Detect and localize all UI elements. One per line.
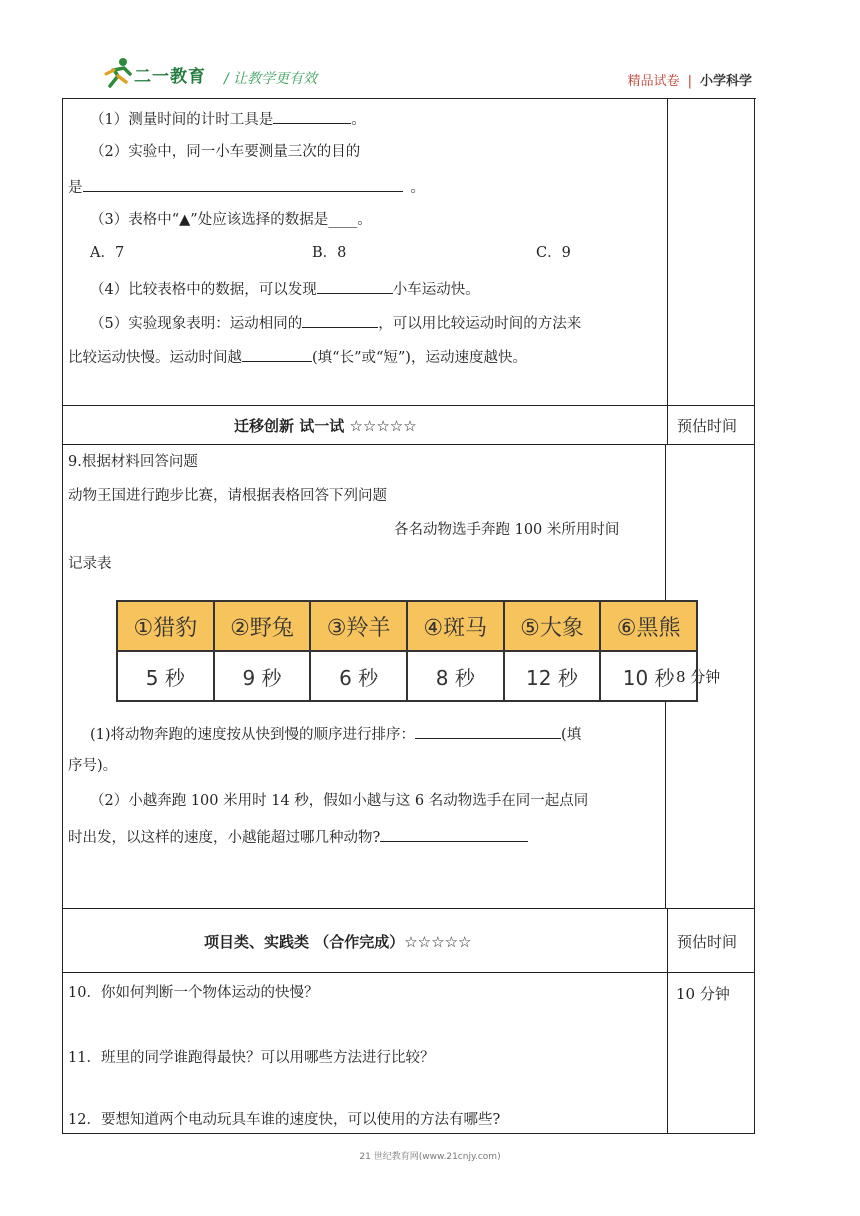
- header-right: [628, 70, 752, 89]
- logo-text: 二一教育: [134, 67, 206, 87]
- question-9-intro: 动物王国进行跑步比赛，请根据表格回答下列问题: [68, 488, 387, 504]
- sub-question-1-line-2: 序号)。: [68, 758, 118, 774]
- answer-blank[interactable]: [83, 175, 403, 192]
- animal-name: ①猎豹: [117, 601, 214, 651]
- question-2-line-1: （2）实验中，同一小车要测量三次的目的: [90, 144, 361, 160]
- estimated-time-value: 10 分钟: [676, 985, 730, 1003]
- animal-time: 5 秒: [117, 651, 214, 701]
- animal-time: 10 秒: [600, 651, 697, 701]
- column-divider-3: [667, 908, 668, 1134]
- animal-name: ⑥黑熊: [600, 601, 697, 651]
- animal-time: 9 秒: [214, 651, 311, 701]
- slogan: / 让教学更有效: [224, 71, 318, 87]
- table-caption-line-1: 各名动物选手奔跑 100 米所用时间: [394, 522, 620, 538]
- option-c: C．9: [536, 245, 571, 261]
- estimated-time-label: 预估时间: [677, 417, 738, 435]
- row-divider-2: [62, 444, 755, 445]
- brand-label: 精品试卷: [627, 74, 680, 89]
- header-divider: [62, 98, 756, 99]
- column-divider-1: [667, 98, 668, 444]
- answer-blank[interactable]: [273, 107, 351, 124]
- question-4: （4）比较表格中的数据，可以发现 小车运动快。: [90, 277, 480, 300]
- question-10: 10．你如何判断一个物体运动的快慢？: [68, 985, 319, 1001]
- option-b: B．8: [312, 245, 347, 261]
- animal-name: ⑤大象: [504, 601, 601, 651]
- question-5-line-1: （5）实验现象表明：运动相同的 ，可以用比较运动时间的方法来: [90, 311, 581, 334]
- row-divider-4: [62, 972, 755, 973]
- sub-question-2-line-2: 时出发，以这样的速度，小越能超过哪几种动物?: [68, 825, 528, 848]
- animal-name: ②野兔: [214, 601, 311, 651]
- estimated-time-label: 预估时间: [677, 933, 738, 951]
- table-bottom-border: [62, 1133, 755, 1134]
- animal-name: ④斑马: [407, 601, 504, 651]
- answer-blank[interactable]: [380, 825, 528, 842]
- row-divider-3: [62, 908, 755, 909]
- question-9-title: 9.根据材料回答问题: [68, 454, 198, 470]
- animal-time: 6 秒: [310, 651, 407, 701]
- section-title-transfer: 迁移创新 试一试 ☆☆☆☆☆: [234, 417, 417, 435]
- question-2-line-2: 是 。: [68, 175, 425, 198]
- table-row: [117, 601, 697, 651]
- sub-question-2-line-1: （2）小越奔跑 100 米用时 14 秒，假如小越与这 6 名动物选手在同一起点同: [90, 793, 589, 809]
- question-12: 12．要想知道两个电动玩具车谁的速度快，可以使用的方法有哪些?: [68, 1112, 501, 1128]
- runner-logo-icon: [104, 56, 134, 90]
- question-3: （3）表格中“▲”处应该选择的数据是____。: [90, 212, 372, 228]
- subject-label: 小学科学: [699, 74, 752, 89]
- question-11: 11．班里的同学谁跑得最快？可以用哪些方法进行比较？: [68, 1050, 435, 1066]
- answer-blank[interactable]: [317, 277, 393, 294]
- table-caption-line-2: 记录表: [68, 556, 112, 572]
- section-title-project: 项目类、实践类 （合作完成）☆☆☆☆☆: [204, 933, 472, 951]
- answer-blank[interactable]: [415, 722, 561, 739]
- animal-time-table: [116, 600, 681, 696]
- table-row: [117, 651, 697, 701]
- question-5-line-2: 比较运动快慢。运动时间越 (填“长”或“短”)，运动速度越快。: [68, 345, 527, 368]
- option-a: A．7: [90, 245, 125, 261]
- animal-time: 12 秒: [504, 651, 601, 701]
- answer-blank[interactable]: [242, 345, 312, 362]
- animal-time: 8 秒: [407, 651, 504, 701]
- table-left-border: [62, 98, 63, 1134]
- estimated-time-value: 8 分钟: [676, 668, 721, 686]
- question-1: （1）测量时间的计时工具是 。: [90, 107, 366, 130]
- animal-name: ③羚羊: [310, 601, 407, 651]
- page-footer: 21 世纪教育网(www.21cnjy.com): [359, 1152, 501, 1162]
- table-right-border: [754, 98, 755, 1134]
- row-divider-1: [62, 405, 755, 406]
- answer-blank[interactable]: [302, 311, 378, 328]
- header-separator: |: [687, 74, 692, 89]
- logo: [104, 56, 216, 90]
- page-header: [0, 0, 860, 100]
- sub-question-1-line-1: (1)将动物奔跑的速度按从快到慢的顺序进行排序： (填: [90, 722, 581, 745]
